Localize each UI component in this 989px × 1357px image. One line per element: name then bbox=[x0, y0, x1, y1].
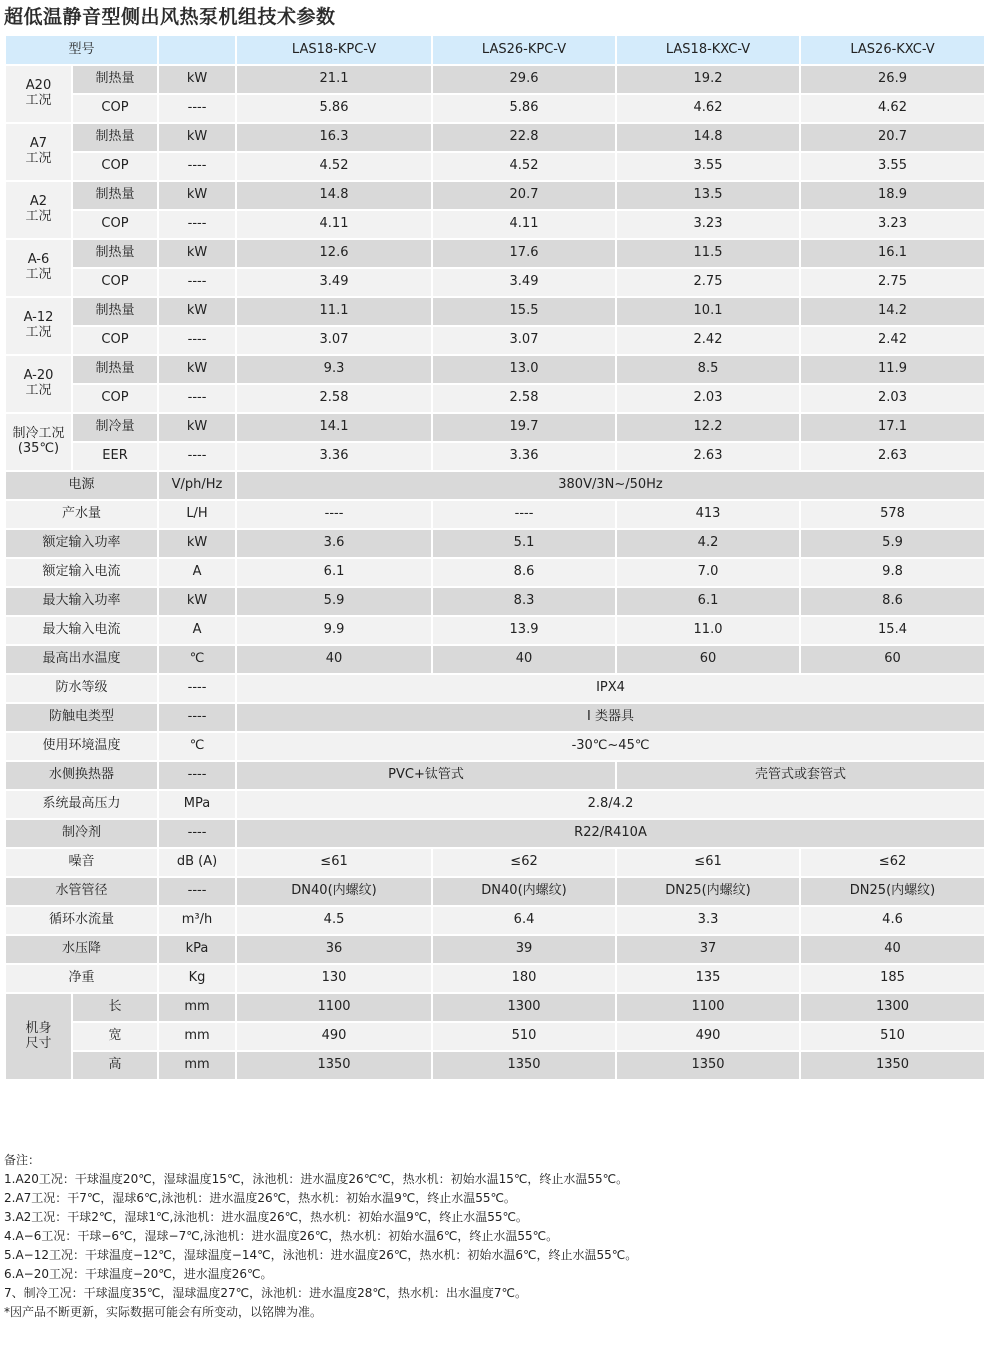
condition-label-cell bbox=[5, 123, 72, 181]
table-row bbox=[5, 500, 985, 529]
value-cell: 8.6 bbox=[432, 558, 616, 587]
param-name-cell: EER bbox=[72, 442, 158, 471]
table-row bbox=[5, 993, 985, 1022]
unit-cell: m³/h bbox=[158, 906, 236, 935]
value-cell: 17.1 bbox=[800, 413, 985, 442]
group-label-line: A7 bbox=[29, 136, 48, 152]
model-name-cell: LAS26-KPC-V bbox=[432, 35, 616, 65]
group-label-line: A-20 bbox=[23, 368, 54, 384]
value-cell: 14.8 bbox=[236, 181, 432, 210]
value-cell: 14.2 bbox=[800, 297, 985, 326]
value-cell: 4.62 bbox=[800, 94, 985, 123]
value-cell: 22.8 bbox=[432, 123, 616, 152]
table-row bbox=[5, 616, 985, 645]
value-cell: 510 bbox=[432, 1022, 616, 1051]
unit-cell: A bbox=[158, 616, 236, 645]
value-cell: 1300 bbox=[432, 993, 616, 1022]
value-cell: 16.1 bbox=[800, 239, 985, 268]
value-cell: 20.7 bbox=[432, 181, 616, 210]
unit-cell: kW bbox=[158, 181, 236, 210]
param-name-cell: 长 bbox=[72, 993, 158, 1022]
value-cell: 1350 bbox=[236, 1051, 432, 1080]
value-cell: 10.1 bbox=[616, 297, 800, 326]
value-cell: PVC+钛管式 bbox=[236, 761, 616, 790]
value-cell: 11.1 bbox=[236, 297, 432, 326]
group-label-line: A20 bbox=[25, 78, 52, 94]
group-label-line: 工况 bbox=[25, 151, 52, 166]
unit-cell: mm bbox=[158, 1022, 236, 1051]
table-row bbox=[5, 558, 985, 587]
value-cell: 2.63 bbox=[800, 442, 985, 471]
value-cell: 11.0 bbox=[616, 616, 800, 645]
table-row bbox=[5, 1022, 985, 1051]
table-row bbox=[5, 297, 985, 326]
param-name-cell: COP bbox=[72, 94, 158, 123]
value-cell: 2.8/4.2 bbox=[236, 790, 985, 819]
param-name-cell: 制热量 bbox=[72, 355, 158, 384]
unit-cell: V/ph/Hz bbox=[158, 471, 236, 500]
table-row bbox=[5, 529, 985, 558]
value-cell: 1100 bbox=[616, 993, 800, 1022]
value-cell: 5.86 bbox=[236, 94, 432, 123]
value-cell: 18.9 bbox=[800, 181, 985, 210]
value-cell: 490 bbox=[236, 1022, 432, 1051]
param-name-cell: COP bbox=[72, 152, 158, 181]
param-name-cell: 制热量 bbox=[72, 65, 158, 94]
value-cell: 11.5 bbox=[616, 239, 800, 268]
condition-label-cell bbox=[5, 413, 72, 471]
unit-cell: ---- bbox=[158, 326, 236, 355]
table-row bbox=[5, 732, 985, 761]
param-name-cell: 额定输入电流 bbox=[5, 558, 158, 587]
group-label-line: 机身 bbox=[25, 1020, 52, 1036]
value-cell: 40 bbox=[236, 645, 432, 674]
param-name-cell: 最高出水温度 bbox=[5, 645, 158, 674]
param-name-cell: 防水等级 bbox=[5, 674, 158, 703]
unit-cell: mm bbox=[158, 993, 236, 1022]
table-row bbox=[5, 268, 985, 297]
condition-label-cell bbox=[5, 297, 72, 355]
value-cell: 3.55 bbox=[616, 152, 800, 181]
value-cell: 3.49 bbox=[236, 268, 432, 297]
value-cell: R22/R410A bbox=[236, 819, 985, 848]
value-cell: DN40(内螺纹) bbox=[432, 877, 616, 906]
value-cell: 39 bbox=[432, 935, 616, 964]
value-cell: 29.6 bbox=[432, 65, 616, 94]
value-cell: 11.9 bbox=[800, 355, 985, 384]
table-row bbox=[5, 442, 985, 471]
value-cell: 4.52 bbox=[432, 152, 616, 181]
param-name-cell: 水压降 bbox=[5, 935, 158, 964]
value-cell: 13.0 bbox=[432, 355, 616, 384]
value-cell: 9.9 bbox=[236, 616, 432, 645]
unit-cell: ℃ bbox=[158, 645, 236, 674]
value-cell: 5.9 bbox=[236, 587, 432, 616]
table-row bbox=[5, 790, 985, 819]
table-row bbox=[5, 819, 985, 848]
unit-cell: ---- bbox=[158, 819, 236, 848]
value-cell: 135 bbox=[616, 964, 800, 993]
model-name-cell: LAS26-KXC-V bbox=[800, 35, 985, 65]
unit-cell: ---- bbox=[158, 674, 236, 703]
param-name-cell: 噪音 bbox=[5, 848, 158, 877]
spec-table bbox=[4, 34, 986, 1081]
value-cell: 130 bbox=[236, 964, 432, 993]
param-name-cell: 制热量 bbox=[72, 297, 158, 326]
table-row bbox=[5, 239, 985, 268]
table-row bbox=[5, 674, 985, 703]
value-cell: 16.3 bbox=[236, 123, 432, 152]
model-header-label: 型号 bbox=[5, 35, 158, 65]
value-cell: 3.55 bbox=[800, 152, 985, 181]
value-cell: IPX4 bbox=[236, 674, 985, 703]
unit-cell: kW bbox=[158, 239, 236, 268]
table-row bbox=[5, 65, 985, 94]
value-cell: 1350 bbox=[432, 1051, 616, 1080]
param-name-cell: 最大输入功率 bbox=[5, 587, 158, 616]
value-cell: 3.6 bbox=[236, 529, 432, 558]
value-cell: 15.4 bbox=[800, 616, 985, 645]
table-row bbox=[5, 413, 985, 442]
value-cell: 2.58 bbox=[432, 384, 616, 413]
table-row bbox=[5, 210, 985, 239]
value-cell: 380V/3N~/50Hz bbox=[236, 471, 985, 500]
table-row bbox=[5, 703, 985, 732]
notes-heading: 备注： bbox=[4, 1153, 41, 1167]
value-cell: DN25(内螺纹) bbox=[800, 877, 985, 906]
value-cell: 578 bbox=[800, 500, 985, 529]
value-cell: 14.8 bbox=[616, 123, 800, 152]
unit-cell: kW bbox=[158, 123, 236, 152]
table-row bbox=[5, 935, 985, 964]
value-cell: 3.07 bbox=[236, 326, 432, 355]
param-name-cell: 循环水流量 bbox=[5, 906, 158, 935]
unit-cell: kW bbox=[158, 413, 236, 442]
value-cell: -30℃~45℃ bbox=[236, 732, 985, 761]
value-cell: 4.6 bbox=[800, 906, 985, 935]
value-cell: 1350 bbox=[616, 1051, 800, 1080]
value-cell: 510 bbox=[800, 1022, 985, 1051]
note-line: 2.A7工况：干7℃，湿球6℃,泳池机：进水温度26℃，热水机：初始水温9℃，终止水温55℃。 bbox=[4, 1191, 516, 1205]
value-cell: 36 bbox=[236, 935, 432, 964]
value-cell: 185 bbox=[800, 964, 985, 993]
group-label-line: 工况 bbox=[25, 325, 52, 340]
unit-cell: MPa bbox=[158, 790, 236, 819]
value-cell: 4.62 bbox=[616, 94, 800, 123]
param-name-cell: 电源 bbox=[5, 471, 158, 500]
table-row bbox=[5, 587, 985, 616]
table-row bbox=[5, 906, 985, 935]
value-cell: 5.86 bbox=[432, 94, 616, 123]
value-cell: 12.6 bbox=[236, 239, 432, 268]
value-cell: ≤62 bbox=[432, 848, 616, 877]
param-name-cell: 宽 bbox=[72, 1022, 158, 1051]
param-name-cell: COP bbox=[72, 326, 158, 355]
param-name-cell: 使用环境温度 bbox=[5, 732, 158, 761]
model-name-cell: LAS18-KXC-V bbox=[616, 35, 800, 65]
unit-header-cell bbox=[158, 35, 236, 65]
table-row bbox=[5, 123, 985, 152]
value-cell: 1100 bbox=[236, 993, 432, 1022]
value-cell: 3.23 bbox=[800, 210, 985, 239]
value-cell: 6.1 bbox=[236, 558, 432, 587]
table-row bbox=[5, 152, 985, 181]
value-cell: DN25(内螺纹) bbox=[616, 877, 800, 906]
value-cell: 4.5 bbox=[236, 906, 432, 935]
value-cell: DN40(内螺纹) bbox=[236, 877, 432, 906]
value-cell: ---- bbox=[236, 500, 432, 529]
table-row bbox=[5, 181, 985, 210]
condition-label-cell bbox=[5, 239, 72, 297]
notes-section bbox=[4, 1151, 984, 1322]
value-cell: 3.07 bbox=[432, 326, 616, 355]
table-row bbox=[5, 848, 985, 877]
value-cell: 5.9 bbox=[800, 529, 985, 558]
unit-cell: kW bbox=[158, 529, 236, 558]
group-label-line: 工况 bbox=[25, 383, 52, 398]
value-cell: 5.1 bbox=[432, 529, 616, 558]
param-name-cell: 最大输入电流 bbox=[5, 616, 158, 645]
unit-cell: L/H bbox=[158, 500, 236, 529]
unit-cell: ---- bbox=[158, 442, 236, 471]
table-row bbox=[5, 877, 985, 906]
value-cell: 19.7 bbox=[432, 413, 616, 442]
value-cell: ≤61 bbox=[236, 848, 432, 877]
group-label-line: 工况 bbox=[25, 93, 52, 108]
unit-cell: ---- bbox=[158, 761, 236, 790]
value-cell: 3.36 bbox=[432, 442, 616, 471]
param-name-cell: COP bbox=[72, 210, 158, 239]
dimensions-label-cell bbox=[5, 993, 72, 1080]
unit-cell: ---- bbox=[158, 94, 236, 123]
value-cell: 壳管式或套管式 bbox=[616, 761, 985, 790]
value-cell: 14.1 bbox=[236, 413, 432, 442]
value-cell: 413 bbox=[616, 500, 800, 529]
value-cell: 3.36 bbox=[236, 442, 432, 471]
value-cell: 21.1 bbox=[236, 65, 432, 94]
unit-cell: kPa bbox=[158, 935, 236, 964]
value-cell: 490 bbox=[616, 1022, 800, 1051]
param-name-cell: 制冷量 bbox=[72, 413, 158, 442]
value-cell: 3.23 bbox=[616, 210, 800, 239]
group-label-line: 尺寸 bbox=[25, 1035, 52, 1051]
condition-label-cell bbox=[5, 355, 72, 413]
value-cell: 3.3 bbox=[616, 906, 800, 935]
note-line: 4.A−6工况：干球−6℃，湿球−7℃,泳池机：进水温度26℃，热水机：初始水温6℃，终止水温55℃。 bbox=[4, 1229, 559, 1243]
value-cell: 40 bbox=[800, 935, 985, 964]
param-name-cell: 制热量 bbox=[72, 123, 158, 152]
value-cell: 2.75 bbox=[800, 268, 985, 297]
group-label-line: (35℃) bbox=[17, 441, 60, 456]
value-cell: ≤61 bbox=[616, 848, 800, 877]
value-cell: I 类器具 bbox=[236, 703, 985, 732]
note-line: 1.A20工况：干球温度20℃，湿球温度15℃，泳池机：进水温度26℃℃，热水机：初始水温15℃，终止水温55℃。 bbox=[4, 1172, 629, 1186]
value-cell: 8.3 bbox=[432, 587, 616, 616]
unit-cell: mm bbox=[158, 1051, 236, 1080]
value-cell: 15.5 bbox=[432, 297, 616, 326]
value-cell: 3.49 bbox=[432, 268, 616, 297]
model-name-cell: LAS18-KPC-V bbox=[236, 35, 432, 65]
unit-cell: A bbox=[158, 558, 236, 587]
param-name-cell: 净重 bbox=[5, 964, 158, 993]
value-cell: 4.11 bbox=[236, 210, 432, 239]
value-cell: 37 bbox=[616, 935, 800, 964]
unit-cell: Kg bbox=[158, 964, 236, 993]
value-cell: 1300 bbox=[800, 993, 985, 1022]
value-cell: 2.03 bbox=[800, 384, 985, 413]
unit-cell: ---- bbox=[158, 877, 236, 906]
value-cell: 4.11 bbox=[432, 210, 616, 239]
value-cell: 180 bbox=[432, 964, 616, 993]
unit-cell: ---- bbox=[158, 268, 236, 297]
group-label-line: 工况 bbox=[25, 209, 52, 224]
value-cell: 8.5 bbox=[616, 355, 800, 384]
unit-cell: ---- bbox=[158, 152, 236, 181]
param-name-cell: 系统最高压力 bbox=[5, 790, 158, 819]
value-cell: 13.5 bbox=[616, 181, 800, 210]
value-cell: 60 bbox=[800, 645, 985, 674]
group-label-line: A2 bbox=[29, 194, 48, 210]
condition-label-cell bbox=[5, 65, 72, 123]
note-line: *因产品不断更新，实际数据可能会有所变动，以铭牌为准。 bbox=[4, 1305, 323, 1319]
value-cell: 9.3 bbox=[236, 355, 432, 384]
value-cell: 20.7 bbox=[800, 123, 985, 152]
value-cell: 2.42 bbox=[800, 326, 985, 355]
group-label-line: 制冷工况 bbox=[12, 426, 65, 442]
param-name-cell: 水管管径 bbox=[5, 877, 158, 906]
value-cell: ≤62 bbox=[800, 848, 985, 877]
param-name-cell: COP bbox=[72, 384, 158, 413]
value-cell: 1350 bbox=[800, 1051, 985, 1080]
table-row bbox=[5, 94, 985, 123]
table-row bbox=[5, 384, 985, 413]
value-cell: 9.8 bbox=[800, 558, 985, 587]
unit-cell: ℃ bbox=[158, 732, 236, 761]
note-line: 7、制冷工况：干球温度35℃，湿球温度27℃，泳池机：进水温度28℃，热水机：出水温度7℃。 bbox=[4, 1286, 527, 1300]
unit-cell: kW bbox=[158, 355, 236, 384]
value-cell: 2.58 bbox=[236, 384, 432, 413]
table-row bbox=[5, 471, 985, 500]
unit-cell: ---- bbox=[158, 703, 236, 732]
param-name-cell: 制热量 bbox=[72, 239, 158, 268]
value-cell: 6.1 bbox=[616, 587, 800, 616]
value-cell: 6.4 bbox=[432, 906, 616, 935]
unit-cell: dB (A) bbox=[158, 848, 236, 877]
value-cell: 12.2 bbox=[616, 413, 800, 442]
value-cell: ---- bbox=[432, 500, 616, 529]
value-cell: 19.2 bbox=[616, 65, 800, 94]
value-cell: 60 bbox=[616, 645, 800, 674]
param-name-cell: 防触电类型 bbox=[5, 703, 158, 732]
param-name-cell: COP bbox=[72, 268, 158, 297]
note-line: 6.A−20工况：干球温度−20℃，进水温度26℃。 bbox=[4, 1267, 273, 1281]
table-row bbox=[5, 761, 985, 790]
value-cell: 7.0 bbox=[616, 558, 800, 587]
value-cell: 2.03 bbox=[616, 384, 800, 413]
value-cell: 17.6 bbox=[432, 239, 616, 268]
group-label-line: 工况 bbox=[25, 267, 52, 282]
value-cell: 4.2 bbox=[616, 529, 800, 558]
note-line: 3.A2工况：干球2℃，湿球1℃,泳池机：进水温度26℃，热水机：初始水温9℃，终止水温55℃。 bbox=[4, 1210, 528, 1224]
param-name-cell: 产水量 bbox=[5, 500, 158, 529]
table-row bbox=[5, 326, 985, 355]
table-header-row bbox=[5, 35, 985, 65]
param-name-cell: 高 bbox=[72, 1051, 158, 1080]
param-name-cell: 额定输入功率 bbox=[5, 529, 158, 558]
value-cell: 4.52 bbox=[236, 152, 432, 181]
value-cell: 2.42 bbox=[616, 326, 800, 355]
param-name-cell: 制热量 bbox=[72, 181, 158, 210]
unit-cell: ---- bbox=[158, 384, 236, 413]
param-name-cell: 制冷剂 bbox=[5, 819, 158, 848]
value-cell: 2.63 bbox=[616, 442, 800, 471]
unit-cell: kW bbox=[158, 65, 236, 94]
table-row bbox=[5, 645, 985, 674]
group-label-line: A-6 bbox=[27, 252, 50, 268]
table-row bbox=[5, 964, 985, 993]
value-cell: 13.9 bbox=[432, 616, 616, 645]
page-title: 超低温静音型侧出风热泵机组技术参数 bbox=[4, 6, 336, 28]
unit-cell: ---- bbox=[158, 210, 236, 239]
param-name-cell: 水侧换热器 bbox=[5, 761, 158, 790]
unit-cell: kW bbox=[158, 587, 236, 616]
group-label-line: A-12 bbox=[23, 310, 54, 326]
value-cell: 2.75 bbox=[616, 268, 800, 297]
table-row bbox=[5, 355, 985, 384]
value-cell: 8.6 bbox=[800, 587, 985, 616]
condition-label-cell bbox=[5, 181, 72, 239]
note-line: 5.A−12工况：干球温度−12℃，湿球温度−14℃，泳池机：进水温度26℃，热水机：初始水温6℃，终止水温55℃。 bbox=[4, 1248, 638, 1262]
table-row bbox=[5, 1051, 985, 1080]
value-cell: 26.9 bbox=[800, 65, 985, 94]
unit-cell: kW bbox=[158, 297, 236, 326]
value-cell: 40 bbox=[432, 645, 616, 674]
